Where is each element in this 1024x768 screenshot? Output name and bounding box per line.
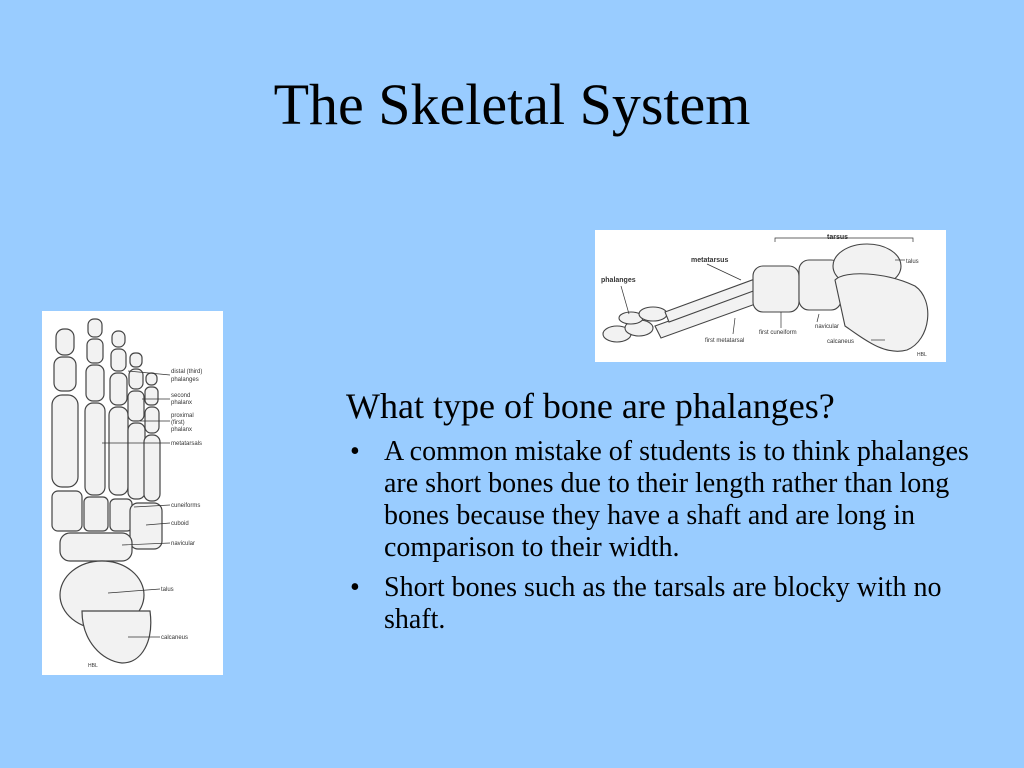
bullet-marker: • — [350, 572, 360, 603]
label-navicular: navicular — [171, 541, 196, 547]
foot-top-view-drawing — [42, 311, 223, 675]
bullet-text: A common mistake of students is to think phalanges are short bones due to their length rather than long bones because they have a shaft and are long in comparison to their width. — [384, 436, 969, 563]
bullet-list — [346, 436, 1006, 636]
label-proximal-phalanx: proximal — [171, 413, 194, 419]
question-heading: What type of bone are phalanges? — [346, 386, 835, 426]
foot-skeleton-side-view-illustration — [595, 230, 946, 362]
bullet-item — [346, 572, 1006, 636]
bullet-text: Short bones such as the tarsals are blocky with no shaft. — [384, 572, 942, 635]
label-tarsus: tarsus — [827, 234, 849, 241]
label-distal-phalanges: distal (third) — [171, 369, 203, 375]
bullet-item — [346, 436, 1006, 564]
label-second-phalanx-line2: phalanx — [171, 400, 193, 406]
label-phalanges: phalanges — [601, 277, 636, 284]
label-metatarsals: metatarsals — [171, 441, 203, 447]
label-second-phalanx: second — [171, 393, 191, 399]
label-talus: talus — [906, 259, 919, 265]
label-first-metatarsal: first metatarsal — [705, 338, 745, 344]
label-cuboid: cuboid — [171, 521, 189, 527]
label-calcaneus: calcaneus — [827, 339, 855, 345]
artist-signature: HBL — [88, 663, 98, 669]
bullet-marker: • — [350, 436, 360, 467]
artist-signature: HBL — [917, 352, 927, 358]
label-proximal-phalanx-line3: phalanx — [171, 427, 193, 433]
label-first-cuneiform: first cuneiform — [759, 330, 797, 336]
foot-side-view-drawing — [595, 230, 946, 362]
label-calcaneus: calcaneus — [161, 635, 189, 641]
foot-skeleton-top-view-illustration — [42, 311, 223, 675]
slide-title: The Skeletal System — [273, 72, 751, 137]
label-cuneiforms: cuneiforms — [171, 503, 201, 509]
label-navicular: navicular — [815, 324, 840, 330]
label-metatarsus: metatarsus — [691, 257, 729, 264]
label-distal-phalanges-line2: phalanges — [171, 377, 199, 383]
label-proximal-phalanx-line2: (first) — [171, 420, 185, 426]
slide-content — [346, 384, 1006, 644]
label-talus: talus — [161, 587, 174, 593]
